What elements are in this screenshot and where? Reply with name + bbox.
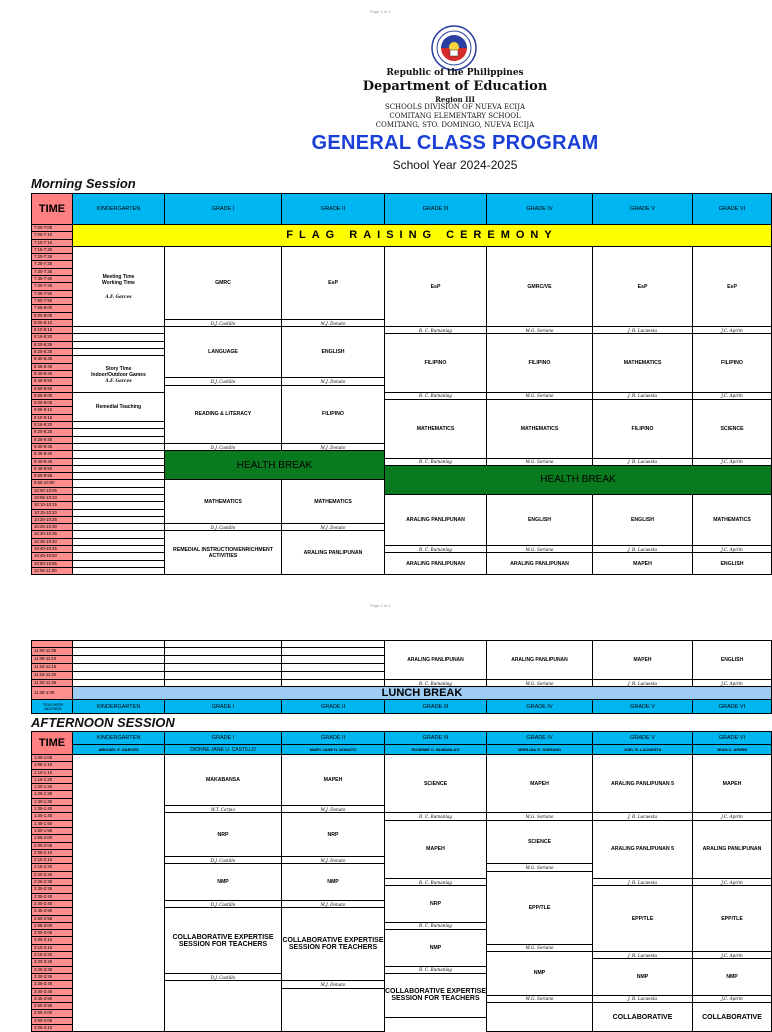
teacher-name: M.J. Donato xyxy=(282,857,385,864)
time-slot: 10:05-10:10 xyxy=(32,494,73,501)
page-number: Page 1 of 2 xyxy=(370,9,391,14)
time-slot: 9:05-9:10 xyxy=(32,407,73,414)
health-break-banner-grade1-2: HEALTH BREAK xyxy=(165,451,385,480)
adviser-name: ABIGAEL F. GARCES xyxy=(73,745,165,755)
class-cell: GMRC/VE xyxy=(487,246,593,326)
time-slot: 8:20-8:25 xyxy=(32,341,73,348)
col-grade-6: GRADE VI xyxy=(693,700,772,714)
time-slot: 9:35-9:40 xyxy=(32,451,73,458)
time-slot: 1:55-2:00 xyxy=(32,835,73,842)
time-slot: 2:30-2:35 xyxy=(32,886,73,893)
time-slot: 10:40-10:45 xyxy=(32,546,73,553)
division-line: SCHOOLS DIVISION OF NUEVA ECIJA xyxy=(384,103,526,111)
time-slot: 8:15-8:20 xyxy=(32,334,73,341)
time-slot: 10:10-10:15 xyxy=(32,502,73,509)
time-slot: 1:35-1:40 xyxy=(32,806,73,813)
teacher-name: J.C. Apirin xyxy=(693,458,772,465)
teacher-name: J.C. Apirin xyxy=(693,546,772,553)
time-slot: 2:35-2:40 xyxy=(32,893,73,900)
republic-line: Republic of the Philippines xyxy=(386,68,524,78)
class-cell: ARALING PANLIPUNAN 5 xyxy=(593,755,693,813)
time-slot: 9:55-10:00 xyxy=(32,480,73,487)
class-cell: COLLABORATIVE xyxy=(593,1003,693,1032)
time-slot: 9:50-9:55 xyxy=(32,473,73,480)
time-slot: 3:45-3:50 xyxy=(32,995,73,1002)
class-cell: MATHEMATICS xyxy=(165,480,282,524)
time-slot: 7:50-7:55 xyxy=(32,297,73,304)
time-slot: 3:30-3:35 xyxy=(32,973,73,980)
class-cell: ENGLISH xyxy=(693,553,772,575)
time-slot xyxy=(32,641,73,648)
time-slot: 7:35-7:40 xyxy=(32,276,73,283)
time-slot: 10:20-10:25 xyxy=(32,516,73,523)
adviser-name: MARY JANE H. DONATO xyxy=(282,745,385,755)
kinder-meeting: Meeting Time xyxy=(102,274,135,281)
adviser-name: JOEL R. LACUESTA xyxy=(593,745,693,755)
time-slot: 10:15-10:20 xyxy=(32,509,73,516)
time-slot: 9:15-9:20 xyxy=(32,422,73,429)
class-cell: COLLABORATIVE EXPERTISE SESSION FOR TEACHERS xyxy=(385,973,487,1017)
teacher-name: J.C. Apirin xyxy=(693,995,772,1002)
afternoon-session-label: AFTERNOON SESSION xyxy=(31,715,175,730)
class-cell: EPP/TLE xyxy=(487,871,593,944)
adviser-label: TEACHER/ ADVISER xyxy=(32,700,73,714)
class-cell: MAPEH xyxy=(385,820,487,878)
class-cell: EsP xyxy=(693,246,772,326)
teacher-name: J. R. Lacuesta xyxy=(593,327,693,334)
class-cell: SCIENCE xyxy=(693,400,772,458)
teacher-name: M.J. Donato xyxy=(282,806,385,813)
teacher-name: M.G. Soriano xyxy=(487,458,593,465)
class-cell: MATHEMATICS xyxy=(282,480,385,524)
teacher-name: D.J. Castillo xyxy=(165,378,282,385)
teacher-name: M.J. Donato xyxy=(282,900,385,907)
class-cell: LANGUAGE xyxy=(165,327,282,378)
time-slot: 9:00-9:05 xyxy=(32,400,73,407)
time-slot: 7:30-7:35 xyxy=(32,268,73,275)
class-cell: EsP xyxy=(593,246,693,326)
time-slot: 3:10-3:15 xyxy=(32,944,73,951)
class-cell: NMP xyxy=(165,864,282,900)
time-slot: 1:10-1:15 xyxy=(32,769,73,776)
class-cell: MAPEH xyxy=(693,755,772,813)
class-cell: ARALING PANLIPUNAN xyxy=(385,641,487,680)
teacher-name: J. R. Lacuesta xyxy=(593,813,693,820)
flag-raising-banner: FLAG RAISING CEREMONY xyxy=(73,225,772,247)
teacher-name: R. C. Bumanlag xyxy=(385,546,487,553)
kinder-afternoon xyxy=(73,755,165,1032)
page-number: Page 2 of 2 xyxy=(370,603,391,608)
class-cell: FILIPINO xyxy=(282,385,385,443)
time-header: TIME xyxy=(32,194,73,225)
time-slot: 7:10-7:15 xyxy=(32,239,73,246)
time-slot: 4:05-4:10 xyxy=(32,1024,73,1031)
adviser-name: ROSEMIE C. BUMANLAG xyxy=(385,745,487,755)
teacher-name: D.J. Castillo xyxy=(165,319,282,326)
class-cell: FILIPINO xyxy=(487,334,593,392)
time-slot: 9:20-9:25 xyxy=(32,429,73,436)
time-slot: 2:40-2:45 xyxy=(32,900,73,907)
time-slot: 8:00-8:05 xyxy=(32,312,73,319)
time-slot: 7:15-7:20 xyxy=(32,246,73,253)
class-cell: ENGLISH xyxy=(487,494,593,545)
kinder-working: Working Time xyxy=(102,280,135,287)
col-kindergarten: KINDERGARTEN xyxy=(73,194,165,225)
class-cell: MATHEMATICS xyxy=(693,494,772,545)
class-cell: ENGLISH xyxy=(593,494,693,545)
teacher-name: M.J. Donato xyxy=(282,378,385,385)
teacher-name: M.J. Donato xyxy=(282,981,385,988)
time-slot: 1:40-1:45 xyxy=(32,813,73,820)
class-cell: GMRC xyxy=(165,246,282,319)
class-cell: SCIENCE xyxy=(487,820,593,864)
time-slot: 10:45-10:50 xyxy=(32,553,73,560)
time-slot: 7:55-8:00 xyxy=(32,305,73,312)
time-slot: 8:05-8:10 xyxy=(32,319,73,326)
class-cell: MATHEMATICS xyxy=(487,400,593,458)
class-cell: FILIPINO xyxy=(385,334,487,392)
class-cell: NRP xyxy=(165,813,282,857)
time-slot: 2:15-2:20 xyxy=(32,864,73,871)
class-cell: MAKABANSA xyxy=(165,755,282,806)
address-line: COMITANG, STO. DOMINGO, NUEVA ECIJA xyxy=(375,121,535,129)
health-break-banner-grade3-6: HEALTH BREAK xyxy=(385,465,772,494)
col-grade-1: GRADE I xyxy=(165,700,282,714)
teacher-name: M.J. Donato xyxy=(282,524,385,531)
teacher-name: J. R. Lacuesta xyxy=(593,952,693,959)
class-cell: NMP xyxy=(282,864,385,900)
teacher-name: M.G. Soriano xyxy=(487,995,593,1002)
time-slot: 9:30-9:35 xyxy=(32,443,73,450)
time-slot: 11:00-11:05 xyxy=(32,648,73,656)
time-slot: 3:00-3:05 xyxy=(32,930,73,937)
time-slot: 7:05-7:10 xyxy=(32,232,73,239)
time-slot: 7:40-7:45 xyxy=(32,283,73,290)
teacher-name: J. R. Lacuesta xyxy=(593,995,693,1002)
time-slot: 2:45-2:50 xyxy=(32,908,73,915)
time-slot: 7:45-7:50 xyxy=(32,290,73,297)
time-slot: 2:25-2:30 xyxy=(32,879,73,886)
teacher-name: M.G. Soriano xyxy=(487,864,593,871)
teacher-name: M.G. Soriano xyxy=(487,392,593,399)
kinder-block xyxy=(73,246,165,326)
time-slot: 10:30-10:35 xyxy=(32,531,73,538)
kinder-remedial: Remedial Teaching xyxy=(73,392,165,421)
teacher-name: R. C. Bumanlag xyxy=(385,392,487,399)
class-cell: NMP xyxy=(385,930,487,966)
teacher-name: J. R. Lacuesta xyxy=(593,392,693,399)
school-line: COMITANG ELEMENTARY SCHOOL xyxy=(389,112,521,120)
class-cell: ARALING PANLIPUNAN xyxy=(693,820,772,878)
col-grade-4: GRADE IV xyxy=(487,732,593,745)
time-slot: 8:45-8:50 xyxy=(32,378,73,385)
time-slot: 11:25-1:00 xyxy=(32,687,73,700)
teacher-name: R. C. Bumanlag xyxy=(385,922,487,929)
class-cell: MAPEH xyxy=(593,641,693,680)
class-cell: NRP xyxy=(282,813,385,857)
class-cell: MATHEMATICS xyxy=(593,334,693,392)
class-cell: MAPEH xyxy=(282,755,385,806)
time-slot: 9:10-9:15 xyxy=(32,414,73,421)
kinder-story-block xyxy=(73,356,165,392)
class-cell: COLLABORATIVE xyxy=(693,1003,772,1032)
col-kindergarten: KINDERGARTEN xyxy=(73,732,165,745)
time-slot: 9:40-9:45 xyxy=(32,458,73,465)
class-cell: ARALING PANLIPUNAN xyxy=(385,553,487,575)
time-slot: 10:50-10:55 xyxy=(32,560,73,567)
time-slot: 1:05-1:10 xyxy=(32,762,73,769)
teacher-name: J.C. Apirin xyxy=(693,392,772,399)
time-slot: 3:15-3:20 xyxy=(32,952,73,959)
col-grade-2: GRADE II xyxy=(282,700,385,714)
time-slot: 8:25-8:30 xyxy=(32,349,73,356)
teacher-name: M.G. Soriano xyxy=(487,680,593,687)
teacher-name: J. R. Lacuesta xyxy=(593,879,693,886)
time-slot: 11:05-11:10 xyxy=(32,656,73,664)
class-cell: MAPEH xyxy=(487,755,593,813)
teacher-name: D.J. Castillo xyxy=(165,443,282,450)
time-slot: 3:55-4:00 xyxy=(32,1010,73,1017)
col-kindergarten: KINDERGARTEN xyxy=(73,700,165,714)
morning-session-label: Morning Session xyxy=(31,176,136,191)
time-slot: 2:20-2:25 xyxy=(32,871,73,878)
teacher-name: M.G. Soriano xyxy=(487,327,593,334)
teacher-name: J. R. Lacuesta xyxy=(593,546,693,553)
time-slot: 7:00-7:05 xyxy=(32,225,73,232)
col-grade-5: GRADE V xyxy=(593,194,693,225)
time-slot: 10:35-10:40 xyxy=(32,538,73,545)
time-slot: 8:55-9:00 xyxy=(32,392,73,399)
class-cell: MATHEMATICS xyxy=(385,400,487,458)
time-slot: 2:10-2:15 xyxy=(32,857,73,864)
time-slot: 9:25-9:30 xyxy=(32,436,73,443)
time-slot: 3:40-3:45 xyxy=(32,988,73,995)
time-slot: 2:55-3:00 xyxy=(32,922,73,929)
teacher-name: D.J. Castillo xyxy=(165,900,282,907)
time-slot: 8:40-8:45 xyxy=(32,370,73,377)
kinder-teacher: A.F. Garces xyxy=(105,377,132,383)
col-grade-1: GRADE I xyxy=(165,732,282,745)
school-year: School Year 2024-2025 xyxy=(392,158,518,172)
class-cell: COLLABORATIVE EXPERTISE SESSION FOR TEACHERS xyxy=(282,908,385,981)
class-cell: EsP xyxy=(282,246,385,319)
teacher-name: R. C. Bumanlag xyxy=(385,680,487,687)
col-grade-1: GRADE I xyxy=(165,194,282,225)
teacher-name: M.G. Soriano xyxy=(487,944,593,951)
time-slot: 8:50-8:55 xyxy=(32,385,73,392)
time-slot: 10:25-10:30 xyxy=(32,524,73,531)
time-slot: 10:55-11:00 xyxy=(32,567,73,574)
class-cell: NMP xyxy=(693,959,772,995)
time-slot: 11:10-11:15 xyxy=(32,664,73,672)
page2-carryover xyxy=(31,640,746,714)
time-slot: 8:30-8:35 xyxy=(32,356,73,363)
time-slot: 11:15-11:20 xyxy=(32,672,73,680)
teacher-name: W.T. Carpio xyxy=(165,806,282,813)
time-slot: 2:05-2:10 xyxy=(32,849,73,856)
class-cell: READING & LITERACY xyxy=(165,385,282,443)
class-cell: MAPEH xyxy=(593,553,693,575)
time-slot: 3:20-3:25 xyxy=(32,959,73,966)
col-grade-4: GRADE IV xyxy=(487,194,593,225)
teacher-name: D.J. Castillo xyxy=(165,524,282,531)
col-grade-5: GRADE V xyxy=(593,732,693,745)
teacher-name: J.C. Apirin xyxy=(693,952,772,959)
teacher-name: D.J. Castillo xyxy=(165,973,282,980)
time-slot: 10:00-10:05 xyxy=(32,487,73,494)
time-slot: 1:20-1:25 xyxy=(32,784,73,791)
afternoon-schedule xyxy=(31,731,762,1030)
col-grade-6: GRADE VI xyxy=(693,194,772,225)
class-cell: ENGLISH xyxy=(282,327,385,378)
teacher-name: R. C. Bumanlag xyxy=(385,458,487,465)
class-cell: REMEDIAL INSTRUCTION/ENRICHMENT ACTIVITIES xyxy=(165,531,282,575)
time-slot: 8:35-8:40 xyxy=(32,363,73,370)
time-slot: 3:50-3:55 xyxy=(32,1003,73,1010)
class-cell: COLLABORATIVE EXPERTISE SESSION FOR TEACHERS xyxy=(165,908,282,974)
time-slot: 3:35-3:40 xyxy=(32,981,73,988)
class-cell: ARALING PANLIPUNAN xyxy=(385,494,487,545)
teacher-name: J. R. Lacuesta xyxy=(593,458,693,465)
col-grade-4: GRADE IV xyxy=(487,700,593,714)
teacher-name: M.J. Donato xyxy=(282,443,385,450)
adviser-name: DIONNE JANE U. CASTILLO xyxy=(165,745,282,755)
class-cell: NRP xyxy=(385,886,487,922)
time-slot: 7:20-7:25 xyxy=(32,254,73,261)
time-slot: 1:15-1:20 xyxy=(32,776,73,783)
col-grade-2: GRADE II xyxy=(282,194,385,225)
time-slot: 7:25-7:30 xyxy=(32,261,73,268)
teacher-name: R. C. Bumanlag xyxy=(385,327,487,334)
teacher-name: J.C. Apirin xyxy=(693,680,772,687)
time-header: TIME xyxy=(32,732,73,755)
program-title: GENERAL CLASS PROGRAM xyxy=(311,132,599,154)
class-cell: EsP xyxy=(385,246,487,326)
teacher-name: R. C. Bumanlag xyxy=(385,879,487,886)
time-slot: 8:10-8:15 xyxy=(32,327,73,334)
class-cell: NMP xyxy=(593,959,693,995)
col-grade-2: GRADE II xyxy=(282,732,385,745)
time-slot: 3:05-3:10 xyxy=(32,937,73,944)
time-slot: 1:00-1:05 xyxy=(32,755,73,762)
class-cell: EPP/TLE xyxy=(693,886,772,952)
time-slot: 1:45-1:50 xyxy=(32,820,73,827)
teacher-name: J.C. Apirin xyxy=(693,879,772,886)
kinder-teacher: A.F. Garces xyxy=(105,294,132,300)
class-cell: NMP xyxy=(487,952,593,996)
lunch-break-banner: LUNCH BREAK xyxy=(73,687,772,700)
department-name: Department of Education xyxy=(362,79,548,94)
teacher-name: J.C. Apirin xyxy=(693,327,772,334)
teacher-name: M.G. Soriano xyxy=(487,813,593,820)
col-grade-3: GRADE III xyxy=(385,194,487,225)
adviser-name: JEAN C. APIRIN xyxy=(693,745,772,755)
time-slot: 1:30-1:35 xyxy=(32,798,73,805)
col-grade-6: GRADE VI xyxy=(693,732,772,745)
kinder-story: Story Time xyxy=(105,365,132,372)
class-cell: ARALING PANLIPUNAN xyxy=(487,641,593,680)
teacher-name: D.J. Castillo xyxy=(165,857,282,864)
time-slot: 11:20-11:25 xyxy=(32,680,73,687)
col-grade-3: GRADE III xyxy=(385,700,487,714)
time-slot: 1:25-1:30 xyxy=(32,791,73,798)
teacher-name: M.J. Donato xyxy=(282,319,385,326)
col-grade-3: GRADE III xyxy=(385,732,487,745)
class-cell: SCIENCE xyxy=(385,755,487,813)
class-cell: ARALING PANLIPUNAN xyxy=(282,531,385,575)
time-slot: 4:00-4:05 xyxy=(32,1017,73,1024)
teacher-name: M.G. Soriano xyxy=(487,546,593,553)
teacher-name: J.C. Apirin xyxy=(693,813,772,820)
time-slot: 3:25-3:30 xyxy=(32,966,73,973)
class-cell: ARALING PANLIPUNAN 5 xyxy=(593,820,693,878)
adviser-name: MERLISA G. SORIANO xyxy=(487,745,593,755)
time-slot: 9:45-9:50 xyxy=(32,465,73,472)
kinder-games: Indoor/Outdoor Games xyxy=(91,371,146,378)
time-slot: 2:50-2:55 xyxy=(32,915,73,922)
class-cell: FILIPINO xyxy=(693,334,772,392)
time-slot: 2:00-2:05 xyxy=(32,842,73,849)
class-cell: EPP/TLE xyxy=(593,886,693,952)
teacher-name: R. C. Bumanlag xyxy=(385,966,487,973)
time-slot: 1:50-1:55 xyxy=(32,827,73,834)
deped-seal xyxy=(431,25,477,71)
region-line: Region III xyxy=(435,95,475,104)
class-cell: ENGLISH xyxy=(693,641,772,680)
col-grade-5: GRADE V xyxy=(593,700,693,714)
teacher-name: J. R. Lacuesta xyxy=(593,680,693,687)
class-cell: ARALING PANLIPUNAN xyxy=(487,553,593,575)
morning-schedule xyxy=(31,193,751,576)
class-cell: FILIPINO xyxy=(593,400,693,458)
teacher-name: R. C. Bumanlag xyxy=(385,813,487,820)
